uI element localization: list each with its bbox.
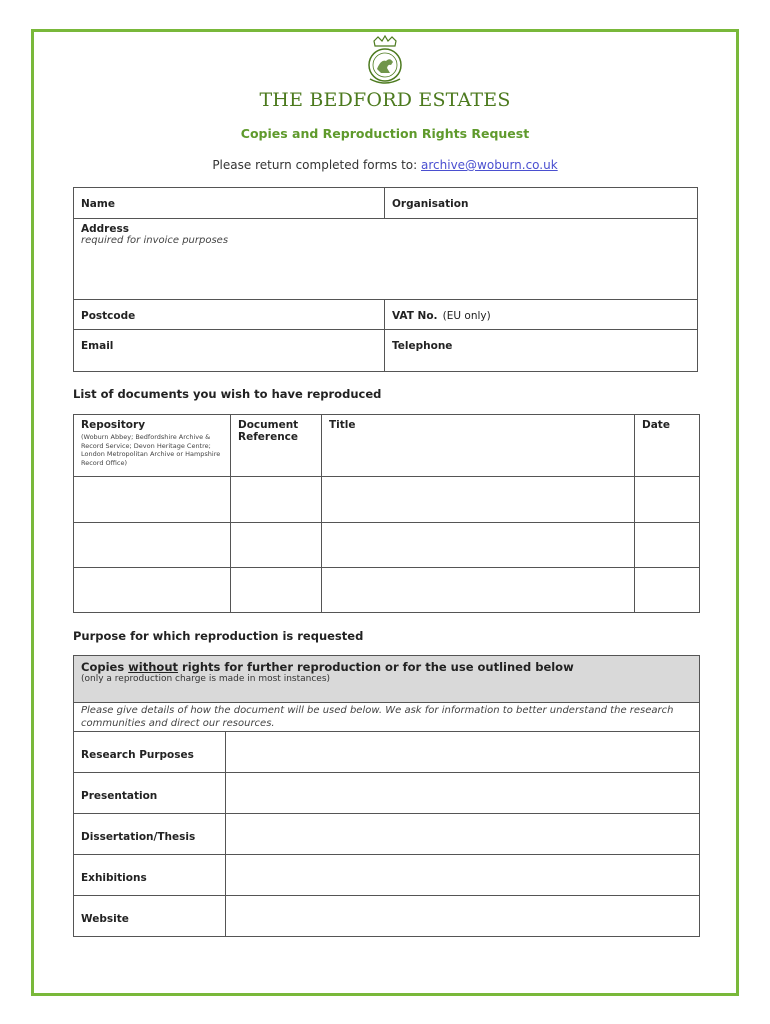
presentation-field[interactable] bbox=[226, 773, 700, 814]
copies-option-header bbox=[74, 656, 700, 703]
title-header bbox=[322, 415, 635, 477]
exhibitions-label-cell bbox=[74, 855, 226, 896]
doc-row1-title-cell[interactable] bbox=[322, 477, 635, 523]
exhibitions-field[interactable] bbox=[226, 855, 700, 896]
address-label: Address bbox=[81, 223, 129, 235]
research-purposes-label: Research Purposes bbox=[81, 748, 194, 761]
reference-label: Document Reference bbox=[238, 419, 299, 443]
date-label: Date bbox=[642, 419, 670, 431]
email-field[interactable] bbox=[74, 330, 385, 372]
repository-header bbox=[74, 415, 231, 477]
name-field[interactable] bbox=[74, 188, 385, 219]
copies-option-title bbox=[81, 660, 692, 674]
title-label: Title bbox=[329, 419, 356, 431]
research-purposes-label-cell bbox=[74, 732, 226, 773]
doc-row3-reference-cell[interactable] bbox=[231, 568, 322, 613]
doc-row3-date-cell[interactable] bbox=[635, 568, 700, 613]
telephone-label: Telephone bbox=[392, 340, 453, 352]
email-label: Email bbox=[81, 340, 114, 352]
usage-instruction: Please give details of how the document will be used below. We ask for information to better understand the research communities and direct our resources. bbox=[81, 705, 674, 729]
address-note: required for invoice purposes bbox=[81, 235, 229, 246]
doc-row3-repository-cell[interactable] bbox=[74, 568, 231, 613]
bedford-crest-logo bbox=[364, 35, 406, 87]
name-label: Name bbox=[81, 198, 115, 210]
postcode-label: Postcode bbox=[81, 310, 136, 322]
vat-field[interactable] bbox=[385, 300, 698, 330]
website-label: Website bbox=[81, 912, 129, 925]
presentation-label-cell bbox=[74, 773, 226, 814]
dissertation-label-cell bbox=[74, 814, 226, 855]
purpose-heading: Purpose for which reproduction is requested bbox=[73, 629, 364, 643]
doc-row1-repository-cell[interactable] bbox=[74, 477, 231, 523]
dissertation-label: Dissertation/Thesis bbox=[81, 830, 196, 843]
postcode-field[interactable] bbox=[74, 300, 385, 330]
repository-note: (Woburn Abbey; Bedfordshire Archive & Record Service; Devon Heritage Centre; London Metropolitan Archive or Hampshire Record Office) bbox=[81, 433, 221, 467]
exhibitions-label: Exhibitions bbox=[81, 871, 147, 884]
doc-row1-date-cell[interactable] bbox=[635, 477, 700, 523]
archive-email-link[interactable]: archive@woburn.co.uk bbox=[421, 158, 558, 172]
vat-note: (EU only) bbox=[442, 310, 491, 322]
copies-prefix: Copies bbox=[81, 660, 129, 674]
return-instructions bbox=[0, 158, 770, 172]
form-title: Copies and Reproduction Rights Request bbox=[240, 126, 530, 141]
organisation-field[interactable] bbox=[385, 188, 698, 219]
research-purposes-field[interactable] bbox=[226, 732, 700, 773]
address-field[interactable] bbox=[74, 219, 698, 300]
website-label-cell bbox=[74, 896, 226, 937]
usage-instruction-cell bbox=[74, 703, 700, 732]
return-prefix: Please return completed forms to: bbox=[212, 158, 422, 172]
reference-header bbox=[231, 415, 322, 477]
contact-details-table bbox=[73, 187, 698, 372]
presentation-label: Presentation bbox=[81, 789, 158, 802]
doc-row2-reference-cell[interactable] bbox=[231, 523, 322, 568]
copies-without: without bbox=[128, 660, 179, 674]
copies-suffix: rights for further reproduction or for the use outlined below bbox=[178, 660, 574, 674]
documents-table bbox=[73, 414, 700, 613]
doc-row2-repository-cell[interactable] bbox=[74, 523, 231, 568]
doc-row1-reference-cell[interactable] bbox=[231, 477, 322, 523]
telephone-field[interactable] bbox=[385, 330, 698, 372]
date-header bbox=[635, 415, 700, 477]
website-field[interactable] bbox=[226, 896, 700, 937]
documents-heading: List of documents you wish to have reproduced bbox=[73, 387, 382, 401]
doc-row2-date-cell[interactable] bbox=[635, 523, 700, 568]
repository-label: Repository bbox=[81, 419, 146, 431]
doc-row3-title-cell[interactable] bbox=[322, 568, 635, 613]
dissertation-field[interactable] bbox=[226, 814, 700, 855]
doc-row2-title-cell[interactable] bbox=[322, 523, 635, 568]
organisation-label: Organisation bbox=[392, 198, 469, 210]
brand-name: THE BEDFORD ESTATES bbox=[259, 89, 511, 111]
vat-label: VAT No. bbox=[392, 310, 438, 322]
copies-note: (only a reproduction charge is made in most instances) bbox=[81, 674, 331, 684]
purpose-table bbox=[73, 655, 700, 937]
